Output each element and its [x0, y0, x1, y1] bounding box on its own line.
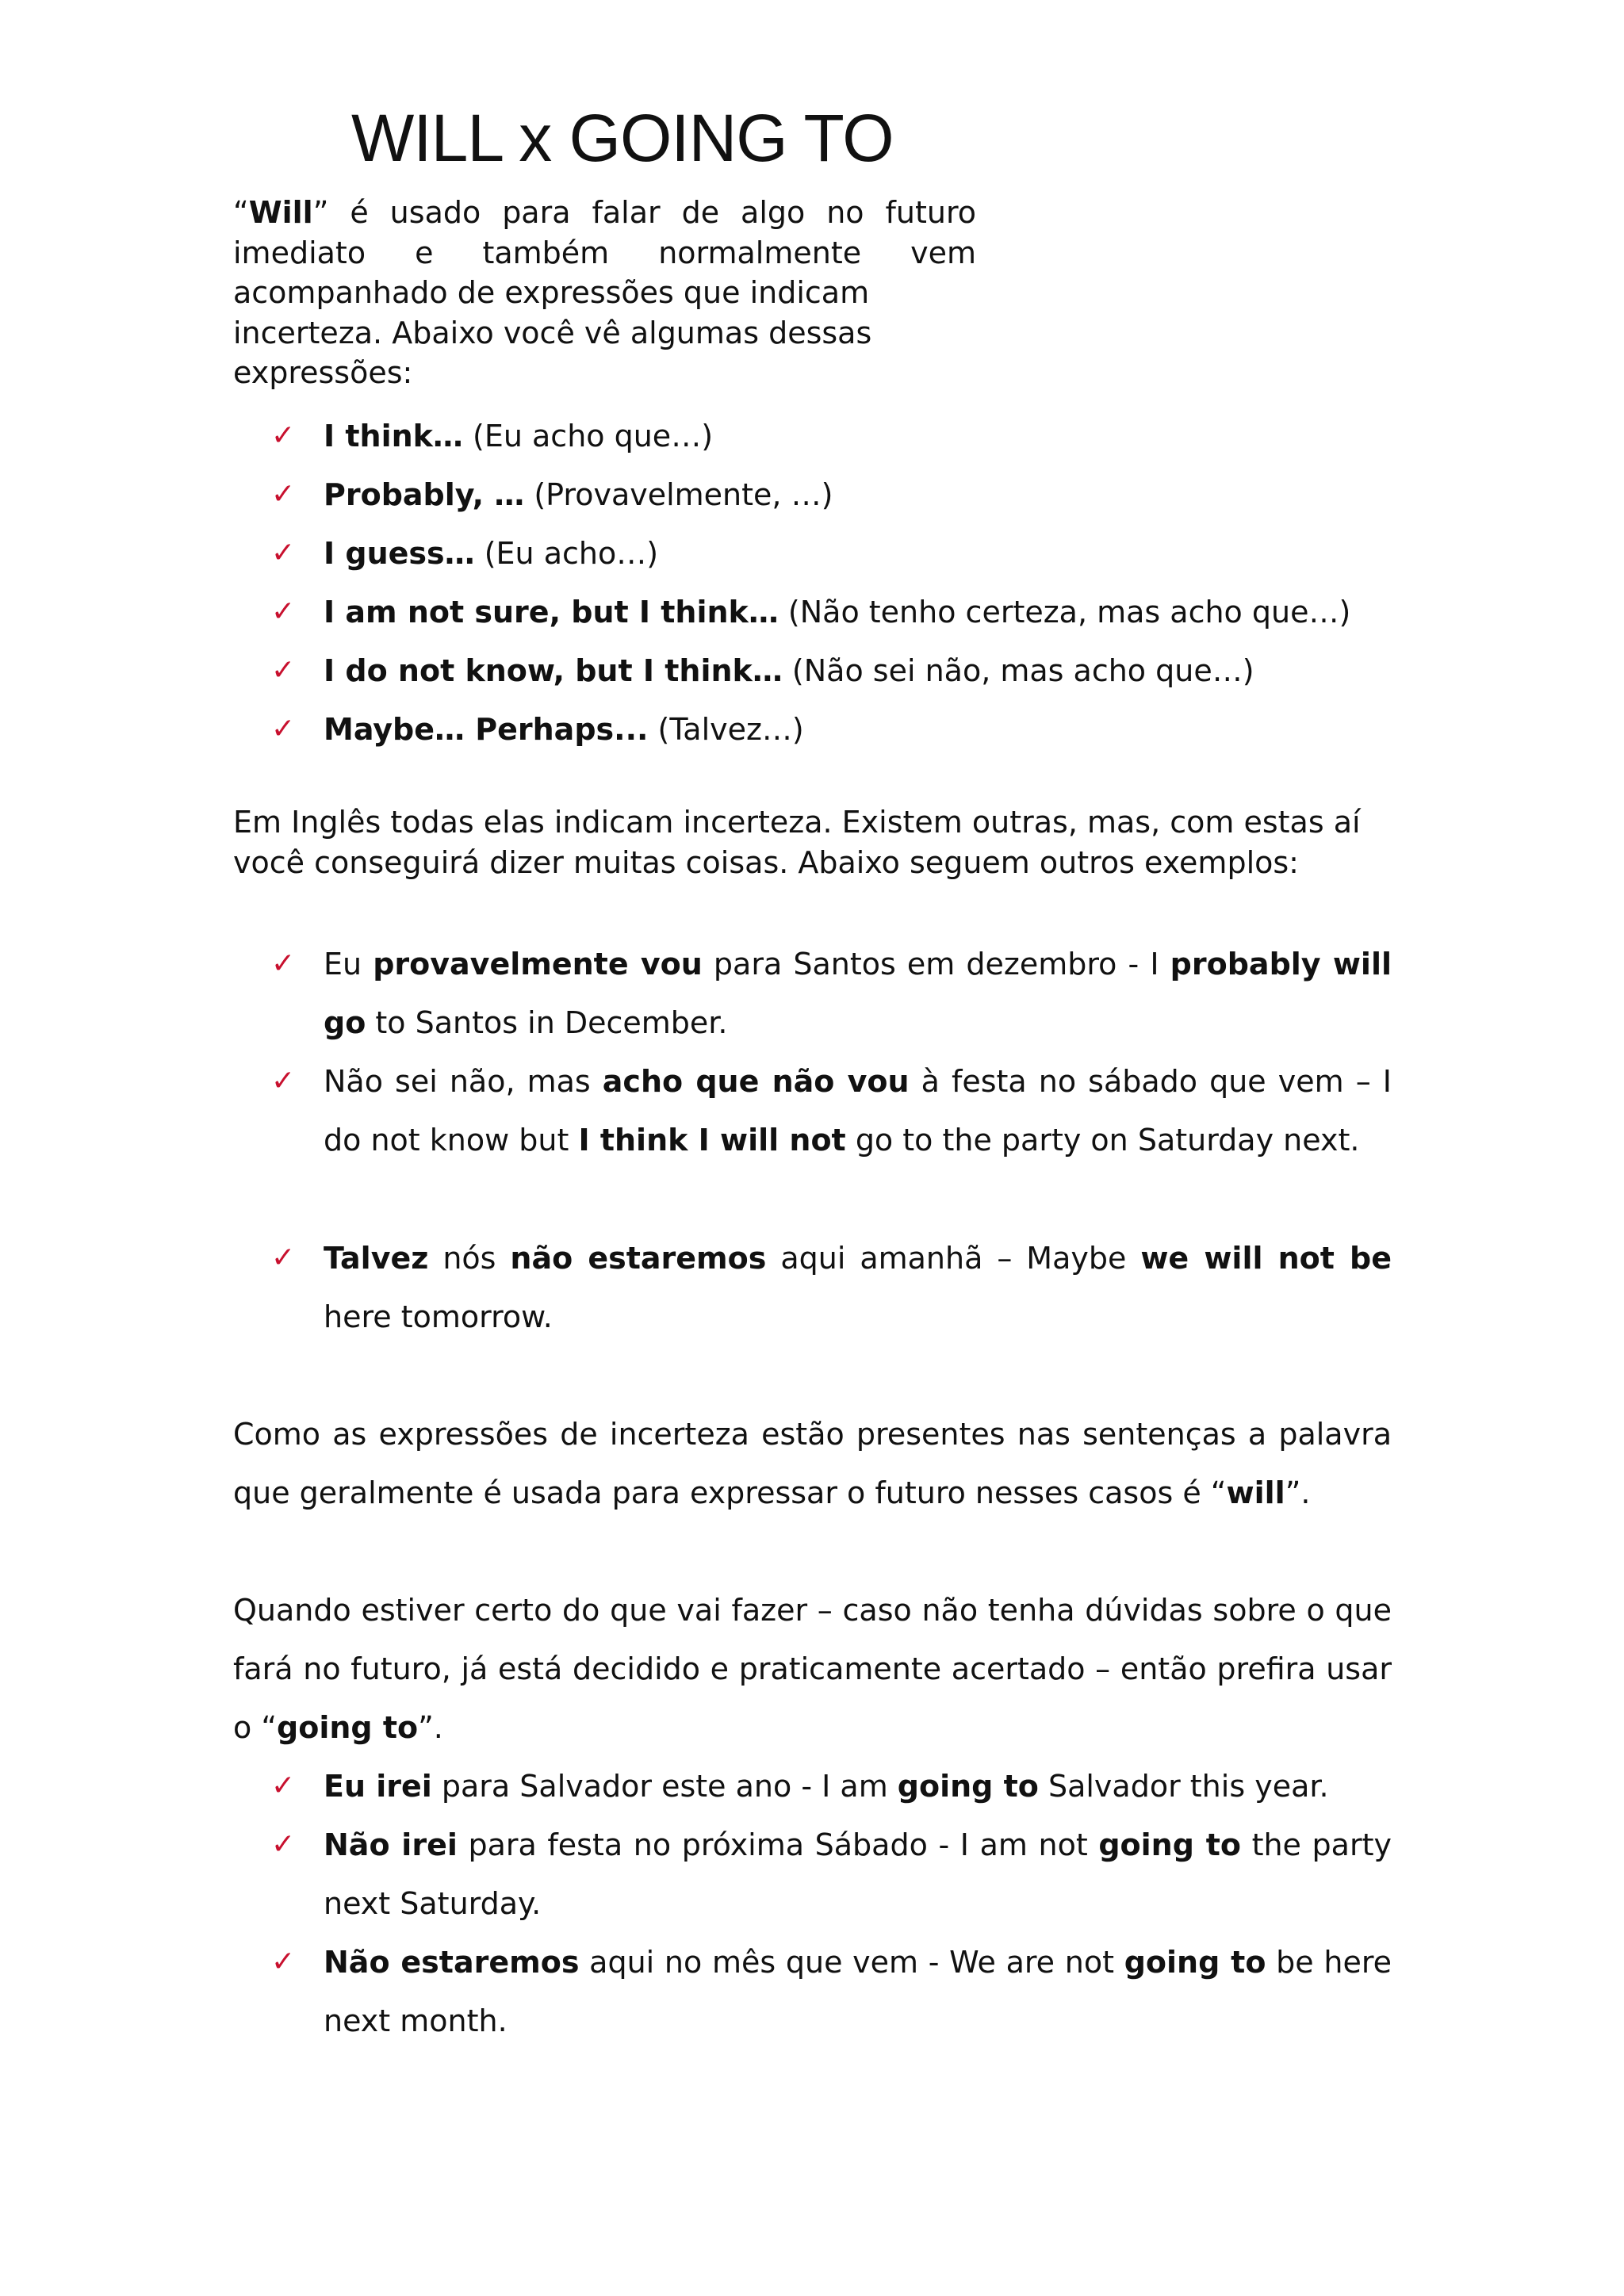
- list-item: ✓ Eu irei para Salvador este ano - I am going to Salvador this year.: [271, 1757, 1392, 1816]
- bold-will: will: [1226, 1475, 1285, 1510]
- page-title: WILL x GOING TO: [351, 101, 894, 175]
- expression-bold: I do not know, but I think…: [324, 653, 783, 688]
- expression-bold: Maybe… Perhaps...: [324, 712, 649, 747]
- list-item: ✓ Não estaremos aqui no mês que vem - We are not going to be here next month.: [271, 1933, 1392, 2050]
- check-icon: ✓: [271, 478, 296, 511]
- list-item: ✓ Não sei não, mas acho que não vou à festa no sábado que vem – I do not know but I think I will not go to the party on Saturday next.: [271, 1052, 1392, 1169]
- check-icon: ✓: [271, 1828, 296, 1861]
- check-icon: ✓: [271, 1770, 296, 1802]
- check-icon: ✓: [271, 654, 296, 687]
- check-icon: ✓: [271, 595, 296, 628]
- expression-bold: I guess…: [324, 536, 475, 571]
- expression-bold: I think…: [324, 419, 463, 453]
- bold-going-to: going to: [277, 1710, 419, 1745]
- list-item: ✓ Não irei para festa no próxima Sábado - I am not going to the party next Saturday.: [271, 1816, 1392, 1933]
- intro-text: ” é usado para falar de algo no futuro imediato e também normalmente vem acompanhado de expressões que indicam: [233, 195, 976, 310]
- expression-translation: (Talvez…): [648, 712, 804, 747]
- list-item: [271, 583, 1392, 641]
- quote-open: “: [233, 195, 249, 230]
- intro-bold-will: Will: [248, 195, 313, 230]
- paragraph-uncertainty: Em Inglês todas elas indicam incerteza. Existem outras, mas, com estas aí você conseguirá dizer muitas coisas. Abaixo seguem outros exemplos:: [233, 805, 1361, 880]
- expression-translation: (Eu acho…): [474, 536, 659, 571]
- paragraph-going-to: Quando estiver certo do que vai fazer – caso não tenha dúvidas sobre o que fará no futuro, já está decidido e praticamente acertado – então prefira usar o “going to”.: [233, 1593, 1392, 1745]
- expression-translation: (Não sei não, mas acho que…): [782, 653, 1254, 688]
- check-icon: ✓: [271, 537, 296, 569]
- list-item: ✓ Eu provavelmente vou para Santos em dezembro - I probably will go to Santos in December.: [271, 935, 1392, 1052]
- intro-last-line: incerteza. Abaixo você vê algumas dessas expressões:: [233, 315, 872, 390]
- check-icon: ✓: [271, 1946, 296, 1978]
- check-icon: ✓: [271, 1065, 296, 1097]
- list-item: [271, 407, 1392, 465]
- list-item: [271, 700, 1392, 759]
- expression-translation: (Não tenho certeza, mas acho que…): [778, 595, 1351, 629]
- list-item: [271, 524, 1392, 583]
- check-icon: ✓: [271, 419, 296, 452]
- check-icon: ✓: [271, 1242, 296, 1274]
- expression-bold: Probably, …: [324, 477, 525, 512]
- expression-translation: (Eu acho que…): [462, 419, 714, 453]
- check-icon: ✓: [271, 713, 296, 745]
- list-item: [271, 465, 1392, 524]
- list-item: ✓ Talvez nós não estaremos aqui amanhã – Maybe we will not be here tomorrow.: [271, 1229, 1392, 1346]
- paragraph-will: Como as expressões de incerteza estão presentes nas sentenças a palavra que geralmente é usada para expressar o futuro nesses casos é “will”.: [233, 1417, 1392, 1510]
- expression-bold: I am not sure, but I think…: [324, 595, 779, 629]
- expression-translation: (Provavelmente, …): [524, 477, 833, 512]
- list-item: [271, 641, 1392, 700]
- intro-paragraph: [233, 193, 976, 393]
- check-icon: ✓: [271, 947, 296, 980]
